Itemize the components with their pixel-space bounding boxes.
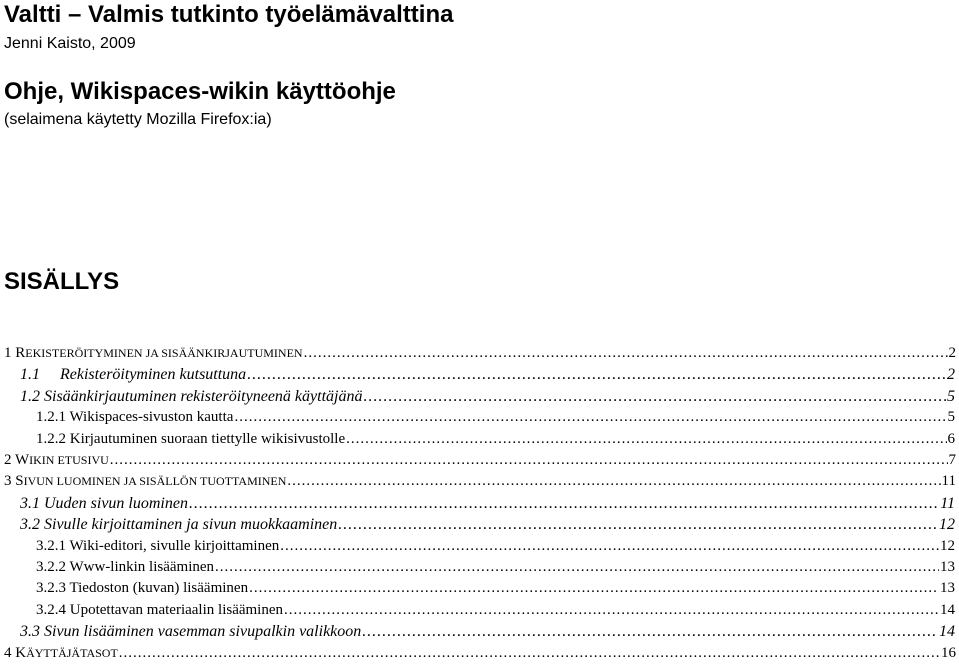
toc-page-number: 16 [941, 645, 956, 661]
toc-entry[interactable] [4, 343, 956, 364]
toc-entry-label: 1.1 Rekisteröityminen kutsuttuna [20, 366, 247, 383]
toc-entry-label: 1.2.2 Kirjautuminen suoraan tiettylle wikisivustolle [36, 431, 346, 447]
toc-entry[interactable] [20, 386, 955, 407]
toc-entry-label [4, 450, 109, 471]
toc-entry-label-initial: 1 R [4, 345, 26, 361]
toc-entry[interactable] [4, 450, 956, 471]
toc-heading: SISÄLLYS [4, 268, 120, 295]
toc-page-number: 13 [940, 580, 955, 596]
toc-dot-leader [189, 493, 939, 514]
toc-entry-label [4, 643, 118, 664]
toc-dot-leader [304, 343, 948, 364]
toc-entry[interactable] [36, 557, 955, 578]
toc-entry[interactable] [36, 600, 955, 621]
toc-dot-leader [215, 557, 939, 578]
toc-dot-leader [234, 407, 946, 428]
toc-entry-label-rest: ÄYTTÄJÄTASOT [26, 646, 118, 660]
toc-entry[interactable] [20, 364, 955, 385]
toc-dot-leader [362, 621, 938, 642]
toc-entry-label [4, 471, 286, 492]
document-subtitle: Ohje, Wikispaces-wikin käyttöohje [4, 78, 396, 105]
toc-dot-leader [247, 364, 946, 385]
toc-entry[interactable] [20, 493, 955, 514]
toc-dot-leader [346, 429, 946, 450]
toc-dot-leader [363, 386, 946, 407]
toc-entry[interactable] [36, 407, 955, 428]
toc-dot-leader [110, 450, 948, 471]
toc-page-number: 12 [940, 538, 955, 554]
toc-entry-label [4, 343, 303, 364]
toc-page-number: 6 [947, 431, 955, 447]
toc-page-number: 14 [939, 623, 955, 640]
toc-entry-label-initial: 4 K [4, 645, 27, 661]
toc-dot-leader [119, 643, 940, 664]
toc-page-number: 7 [948, 452, 956, 468]
toc-page-number: 11 [941, 473, 956, 489]
toc-entry-label: 1.2 Sisäänkirjautuminen rekisteröityneenä käyttäjänä [20, 388, 363, 405]
toc-dot-leader [249, 578, 939, 599]
toc-entry[interactable] [4, 471, 956, 492]
toc-entry[interactable] [20, 514, 955, 535]
toc-entry-label: 1.2.1 Wikispaces-sivuston kautta [36, 409, 234, 425]
toc-dot-leader [284, 600, 939, 621]
toc-entry-label-initial: 2 W [4, 452, 30, 468]
toc-entry-label-rest: IKIN ETUSIVU [29, 453, 109, 467]
toc-entry-label-initial: 3 S [4, 473, 24, 489]
toc-page-number: 2 [947, 366, 955, 383]
toc-page-number: 2 [948, 345, 956, 361]
toc-entry-label: 3.2.4 Upotettavan materiaalin lisääminen [36, 602, 284, 618]
toc-entry[interactable] [36, 578, 955, 599]
toc-entry-label: 3.2.3 Tiedoston (kuvan) lisääminen [36, 580, 249, 596]
toc-page-number: 5 [947, 388, 955, 405]
toc-dot-leader [338, 514, 938, 535]
author-line: Jenni Kaisto, 2009 [4, 35, 136, 52]
toc-entry[interactable] [4, 643, 956, 664]
toc-dot-leader [287, 471, 940, 492]
toc-entry-label: 3.2.1 Wiki-editori, sivulle kirjoittaminen [36, 538, 280, 554]
toc-entry-label: 3.2.2 Www-linkin lisääminen [36, 559, 215, 575]
toc-entry-label: 3.3 Sivun lisääminen vasemman sivupalkin valikkoon [20, 623, 362, 640]
toc-dot-leader [280, 536, 939, 557]
toc-page-number: 13 [940, 559, 955, 575]
document-subnote: (selaimena käytetty Mozilla Firefox:ia) [4, 111, 272, 128]
toc-page-number: 5 [947, 409, 955, 425]
toc-page-number: 12 [939, 516, 955, 533]
toc-page-number: 14 [940, 602, 955, 618]
toc-entry-label-rest: IVUN LUOMINEN JA SISÄLLÖN TUOTTAMINEN [23, 474, 287, 488]
toc-entry-label: 3.2 Sivulle kirjoittaminen ja sivun muokkaaminen [20, 516, 338, 533]
toc-entry-label-rest: EKISTERÖITYMINEN JA SISÄÄNKIRJAUTUMINEN [25, 346, 303, 360]
toc-page-number: 11 [940, 495, 955, 512]
toc-entry[interactable] [36, 429, 955, 450]
toc-entry[interactable] [36, 536, 955, 557]
document-title: Valtti – Valmis tutkinto työelämävalttina [4, 1, 454, 28]
toc-entry[interactable] [20, 621, 955, 642]
toc-entry-label: 3.1 Uuden sivun luominen [20, 495, 188, 512]
